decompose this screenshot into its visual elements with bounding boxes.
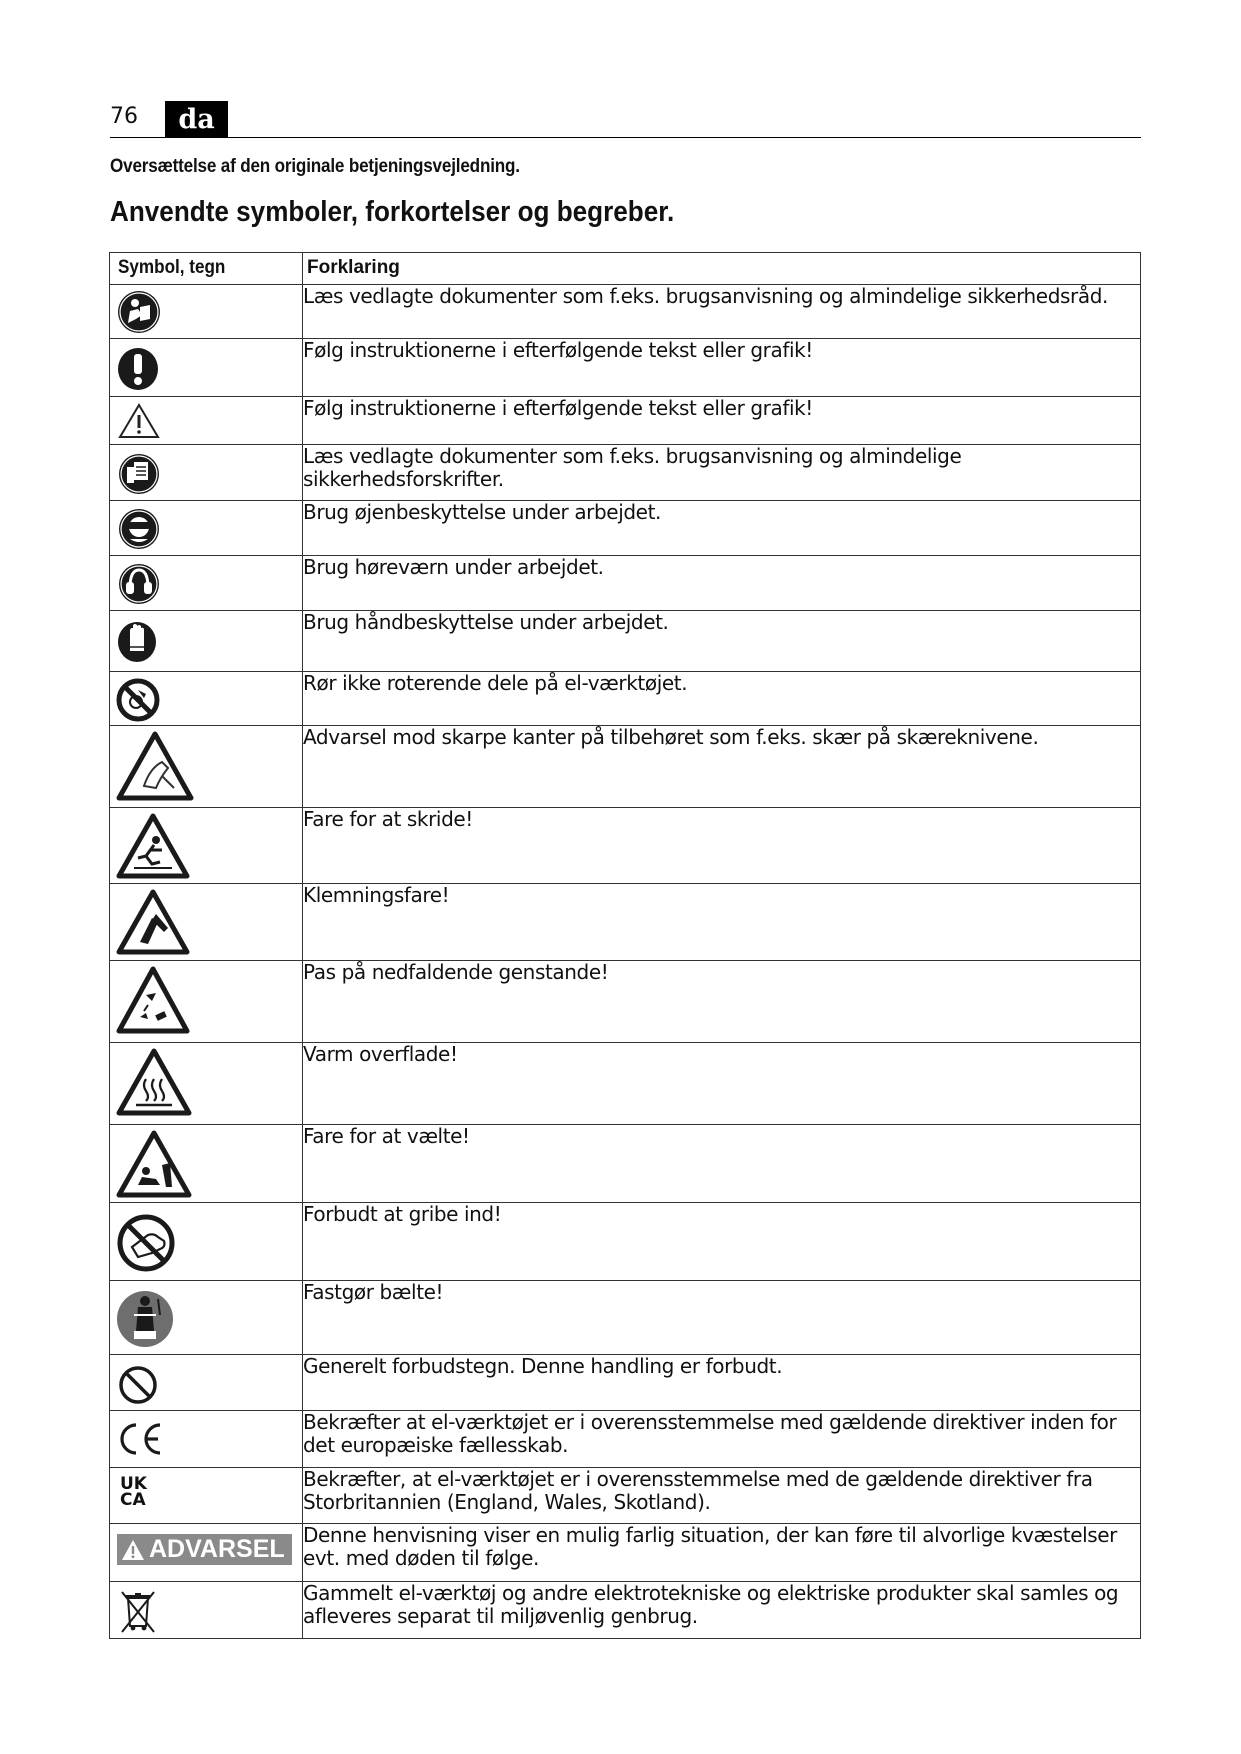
falling-objects-icon xyxy=(116,965,190,1035)
ear-protection-icon xyxy=(116,560,162,606)
row-explanation: Brug høreværn under arbejdet. xyxy=(303,556,1141,611)
table-row xyxy=(110,726,1141,808)
row-explanation: Denne henvisning viser en mulig farlig situation, der kan føre til alvorlige kvæstelser evt. med døden til følge. xyxy=(303,1524,1141,1582)
table-row xyxy=(110,1582,1141,1639)
hand-protection-icon xyxy=(116,615,162,663)
row-explanation: Advarsel mod skarpe kanter på tilbehøret som f.eks. skær på skæreknivene. xyxy=(303,726,1141,808)
table-row xyxy=(110,961,1141,1043)
exclamation-circle-icon xyxy=(116,343,162,391)
page-number: 76 xyxy=(110,104,138,129)
row-explanation: Brug håndbeskyttelse under arbejdet. xyxy=(303,611,1141,672)
table-row xyxy=(110,884,1141,961)
column-header-explanation: Forklaring xyxy=(303,253,1141,285)
row-explanation: Pas på nedfaldende genstande! xyxy=(303,961,1141,1043)
table-row xyxy=(110,1043,1141,1125)
weee-bin-icon xyxy=(116,1586,162,1634)
warning-triangle-icon xyxy=(121,1539,145,1561)
table-row xyxy=(110,1203,1141,1281)
symbols-table xyxy=(109,252,1141,1639)
no-touch-rotating-icon xyxy=(116,676,162,722)
hot-surface-icon xyxy=(116,1047,192,1117)
row-explanation: Forbudt at gribe ind! xyxy=(303,1203,1141,1281)
row-explanation: Læs vedlagte dokumenter som f.eks. brugsanvisning og almindelige sikkerhedsråd. xyxy=(303,285,1141,339)
row-explanation: Læs vedlagte dokumenter som f.eks. brugsanvisning og almindelige sikkerhedsforskrifter. xyxy=(303,445,1141,501)
table-row xyxy=(110,1411,1141,1468)
table-row xyxy=(110,1281,1141,1355)
table-row xyxy=(110,285,1141,339)
table-row xyxy=(110,672,1141,726)
row-explanation: Følg instruktionerne i efterfølgende tekst eller grafik! xyxy=(303,397,1141,445)
table-row xyxy=(110,1524,1141,1582)
table-row xyxy=(110,339,1141,397)
header-rule xyxy=(110,137,1141,138)
row-explanation: Fare for at vælte! xyxy=(303,1125,1141,1203)
table-row xyxy=(110,1125,1141,1203)
prohibition-icon xyxy=(116,1359,162,1405)
row-explanation: Bekræfter, at el-værktøjet er i overensstemmelse med de gældende direktiver fra Storbritannien (England, Wales, Skotland). xyxy=(303,1468,1141,1524)
language-tag: da xyxy=(165,101,228,138)
row-explanation: Bekræfter at el-værktøjet er i overensstemmelse med gældende direktiver inden for det europæiske fællesskab. xyxy=(303,1411,1141,1468)
table-row xyxy=(110,556,1141,611)
table-row xyxy=(110,397,1141,445)
table-row xyxy=(110,445,1141,501)
fasten-belt-icon xyxy=(116,1285,178,1351)
table-row xyxy=(110,1355,1141,1411)
read-manual-icon xyxy=(116,289,162,335)
row-explanation: Generelt forbudstegn. Denne handling er forbudt. xyxy=(303,1355,1141,1411)
advarsel-label-text: ADVARSEL xyxy=(149,1535,285,1563)
row-explanation: Rør ikke roterende dele på el-værktøjet. xyxy=(303,672,1141,726)
sharp-edges-warning-icon xyxy=(116,730,194,802)
table-row xyxy=(110,1468,1141,1524)
row-explanation: Klemningsfare! xyxy=(303,884,1141,961)
row-explanation: Brug øjenbeskyttelse under arbejdet. xyxy=(303,501,1141,556)
eye-protection-icon xyxy=(116,505,162,551)
page-title: Anvendte symboler, forkortelser og begreber. xyxy=(110,196,675,228)
no-reaching-in-icon xyxy=(116,1207,180,1273)
safety-instructions-icon xyxy=(116,449,162,495)
row-explanation: Gammelt el-værktøj og andre elektrotekniske og elektriske produkter skal samles og afleveres separat til miljøvenlig genbrug. xyxy=(303,1582,1141,1639)
crush-hazard-icon xyxy=(116,888,190,956)
tipping-hazard-icon xyxy=(116,1129,192,1199)
table-header-row xyxy=(110,253,1141,285)
table-row xyxy=(110,808,1141,884)
table-row xyxy=(110,611,1141,672)
row-explanation: Følg instruktionerne i efterfølgende tekst eller grafik! xyxy=(303,339,1141,397)
ce-mark-icon xyxy=(116,1415,166,1459)
warning-triangle-icon xyxy=(116,401,162,441)
column-header-symbol: Symbol, tegn xyxy=(110,253,303,285)
slip-hazard-icon xyxy=(116,812,190,880)
row-explanation: Fare for at skride! xyxy=(303,808,1141,884)
row-explanation: Varm overflade! xyxy=(303,1043,1141,1125)
row-explanation: Fastgør bælte! xyxy=(303,1281,1141,1355)
document-subtitle: Oversættelse af den originale betjeningsvejledning. xyxy=(110,156,520,177)
table-row xyxy=(110,501,1141,556)
ukca-mark-icon: UK CA xyxy=(120,1474,147,1510)
advarsel-label-icon xyxy=(117,1534,292,1565)
